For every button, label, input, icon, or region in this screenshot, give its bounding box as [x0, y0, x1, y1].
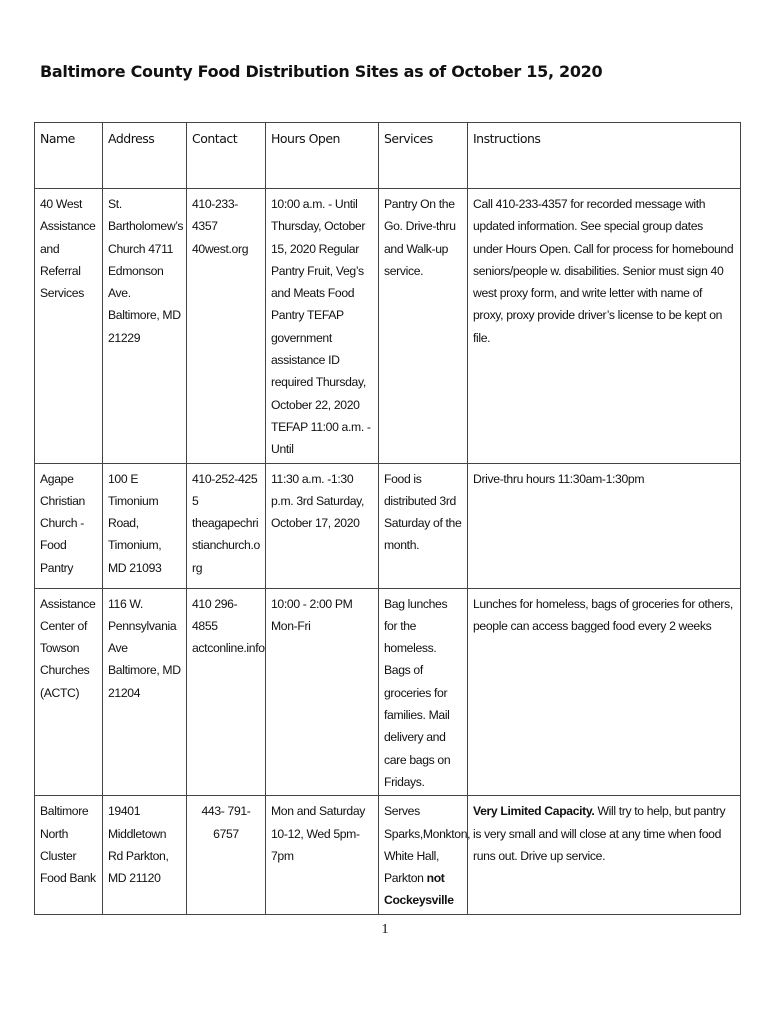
- contact-website: actconline.info: [192, 641, 265, 656]
- site-name: Agape Christian Church - Food Pantry: [35, 463, 103, 588]
- site-services: Food is distributed 3rd Saturday of the month.: [379, 463, 468, 588]
- site-hours: Mon and Saturday 10-12, Wed 5pm-7pm: [266, 796, 379, 914]
- site-name: Baltimore North Cluster Food Bank: [35, 796, 103, 914]
- contact-phone: 410-233-4357: [192, 197, 238, 234]
- site-name: 40 West Assistance and Referral Services: [35, 189, 103, 464]
- column-header-address: Address: [103, 123, 187, 189]
- services-text: Serves Sparks,Monkton, White Hall, Parkton: [384, 804, 471, 886]
- site-instructions: Lunches for homeless, bags of groceries for others, people can access bagged food every 2 weeks: [468, 588, 741, 796]
- table-row: [35, 796, 741, 914]
- page-number: 1: [381, 922, 389, 937]
- site-hours: 10:00 - 2:00 PM Mon-Fri: [266, 588, 379, 796]
- contact-phone: 410 296-4855: [192, 596, 238, 633]
- site-contact: [187, 796, 266, 914]
- document-title: Baltimore County Food Distribution Sites as of October 15, 2020: [40, 62, 603, 81]
- site-address: St. Bartholomew’s Church 4711 Edmonson Ave. Baltimore, MD 21229: [103, 189, 187, 464]
- site-contact: [187, 463, 266, 588]
- site-instructions: Drive-thru hours 11:30am-1:30pm: [468, 463, 741, 588]
- column-header-instructions: Instructions: [468, 123, 741, 189]
- contact-phone: 443- 791-6757: [201, 804, 251, 841]
- column-header-services: Services: [379, 123, 468, 189]
- site-instructions: Call 410-233-4357 for recorded message with updated information. See special group dates under Hours Open. Call for process for homebound seniors/people w. disabilities. Senior must sign 40 west proxy form, and write letter with name of proxy, proxy provide driver’s license to be kept on file.: [468, 189, 741, 464]
- table-header-row: [35, 123, 741, 189]
- table-row: [35, 588, 741, 796]
- instructions-text: Will try to help, but pantry is very small and will close at any time when food runs out. Drive up service.: [473, 804, 726, 863]
- site-contact: [187, 189, 266, 464]
- site-address: 100 E Timonium Road, Timonium, MD 21093: [103, 463, 187, 588]
- column-header-contact: Contact: [187, 123, 266, 189]
- table-row: [35, 189, 741, 464]
- site-services: Pantry On the Go. Drive-thru and Walk-up service.: [379, 189, 468, 464]
- site-address: 116 W. Pennsylvania Ave Baltimore, MD 21204: [103, 588, 187, 796]
- contact-phone: 410-252-4255: [192, 471, 258, 508]
- site-hours: 11:30 a.m. -1:30 p.m. 3rd Saturday, October 17, 2020: [266, 463, 379, 588]
- site-services: Bag lunches for the homeless. Bags of groceries for families. Mail delivery and care bags on Fridays.: [379, 588, 468, 796]
- table-row: [35, 463, 741, 588]
- food-sites-table: [34, 122, 741, 915]
- contact-website: 40west.org: [192, 241, 249, 256]
- contact-website: theagapechristianchurch.org: [192, 516, 260, 575]
- column-header-hours: Hours Open: [266, 123, 379, 189]
- site-name: Assistance Center of Towson Churches (ACTC): [35, 588, 103, 796]
- site-hours: 10:00 a.m. - Until Thursday, October 15, 2020 Regular Pantry Fruit, Veg’s and Meats Food Pantry TEFAP government assistance ID required Thursday, October 22, 2020 TEFAP 11:00 a.m. - Until: [266, 189, 379, 464]
- site-contact: [187, 588, 266, 796]
- site-services: [379, 796, 471, 914]
- instructions-emphasis: Very Limited Capacity.: [473, 804, 595, 819]
- site-instructions: [468, 796, 741, 914]
- site-address: 19401 Middletown Rd Parkton, MD 21120: [103, 796, 187, 914]
- column-header-name: Name: [35, 123, 103, 189]
- services-emphasis: not Cockeysville: [384, 871, 454, 908]
